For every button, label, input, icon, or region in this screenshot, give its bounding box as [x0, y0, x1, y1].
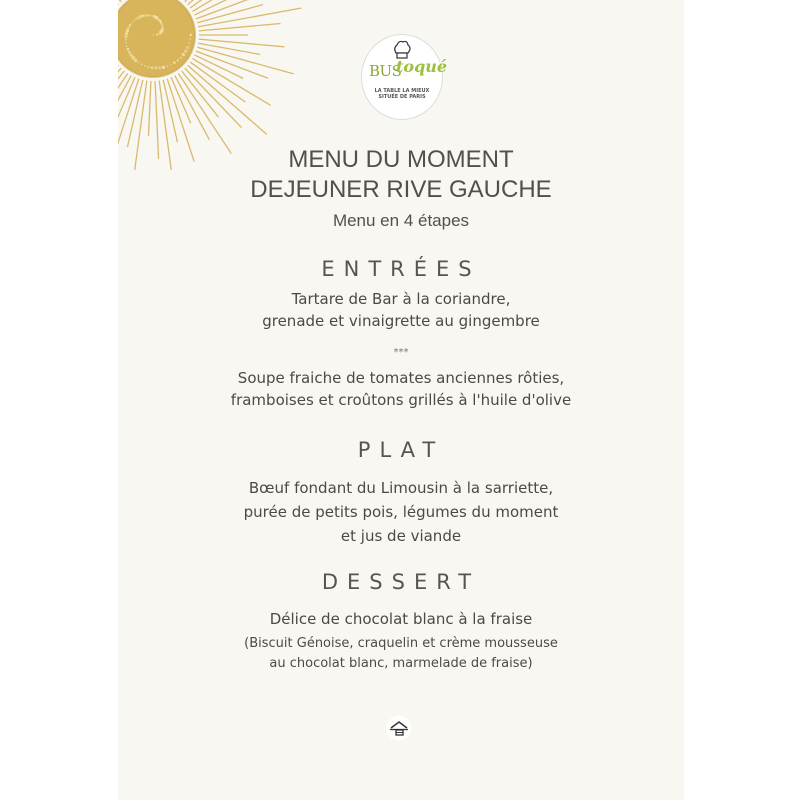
logo-brand-toque: toqué: [396, 57, 448, 76]
plat-dish-line3: et jus de viande: [340, 527, 462, 545]
menu-title: [118, 145, 684, 205]
dish-separator: ***: [393, 347, 409, 358]
menu-title-line1: MENU DU MOMENT: [288, 146, 514, 173]
dessert-note-line2: au chocolat blanc, marmelade de fraise): [269, 656, 533, 671]
heading-entrees: ENTRÉES: [321, 257, 481, 281]
entree-dish-2-line2: framboises et croûtons grillés à l'huile d'olive: [230, 391, 572, 409]
menu-page: [118, 0, 684, 800]
plat-dish: [118, 476, 684, 548]
bus-toque-logo: [361, 34, 448, 120]
dessert-dish-note: [118, 634, 684, 674]
dessert-note-line1: (Biscuit Génoise, craquelin et crème mousseuse: [244, 636, 558, 651]
entree-dish-1-line2: grenade et vinaigrette au gingembre: [262, 312, 540, 330]
menu-title-line2: DEJEUNER RIVE GAUCHE: [250, 176, 552, 203]
logo-tagline-line2: SITUÉE DE PARIS: [378, 94, 426, 100]
logo-tagline-line1: LA TABLE LA MIEUX: [374, 88, 430, 94]
menu-subtitle: Menu en 4 étapes: [332, 211, 470, 230]
house-icon: [386, 715, 412, 741]
entree-dish-2: [118, 367, 684, 411]
logo-tagline: [368, 88, 436, 100]
dessert-dish: Délice de chocolat blanc à la fraise: [269, 610, 533, 628]
plat-dish-line2: purée de petits pois, légumes du moment: [243, 503, 559, 521]
plat-dish-line1: Bœuf fondant du Limousin à la sarriette,: [248, 479, 554, 497]
heading-dessert: DESSERT: [321, 570, 481, 594]
logo-brand-bus: BUS: [369, 62, 402, 80]
entree-dish-1-line1: Tartare de Bar à la coriandre,: [291, 290, 511, 308]
heading-plat: PLAT: [357, 438, 445, 462]
entree-dish-2-line1: Soupe fraiche de tomates anciennes rôties,: [237, 369, 565, 387]
entree-dish-1: [118, 288, 684, 332]
